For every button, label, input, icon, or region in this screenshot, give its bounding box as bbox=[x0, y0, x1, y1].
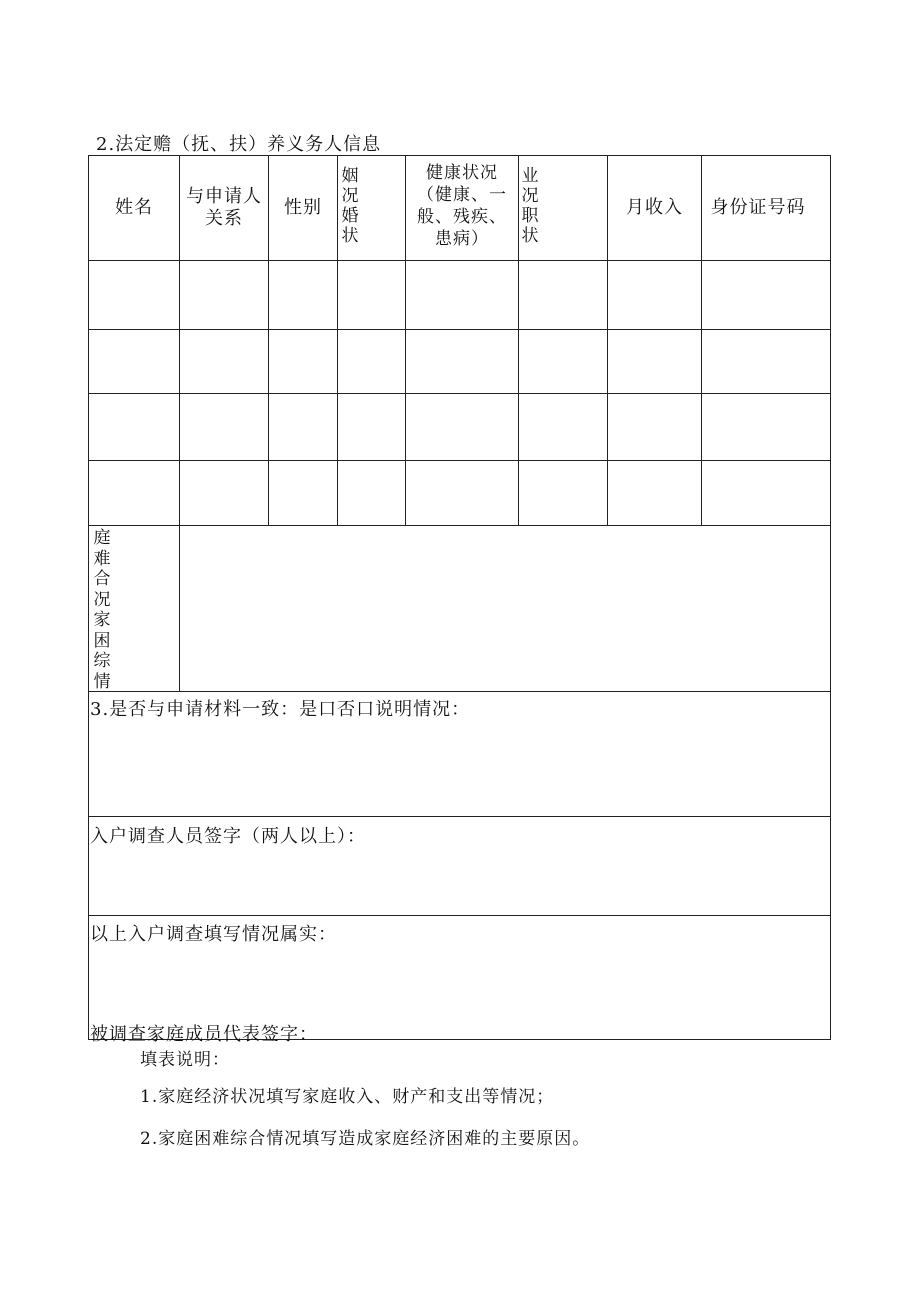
instructions-title: 填表说明： bbox=[140, 1050, 230, 1070]
header-employment-char: 况 bbox=[521, 186, 539, 206]
header-employment-char: 业 bbox=[521, 166, 539, 186]
hardship-label-char: 困 bbox=[93, 630, 111, 651]
table-row[interactable] bbox=[89, 261, 831, 329]
consistency-field[interactable] bbox=[89, 722, 830, 816]
hardship-label bbox=[92, 528, 112, 692]
hardship-label-char: 庭 bbox=[93, 528, 111, 548]
confirmation-label: 以上入户调查填写情况属实： bbox=[90, 924, 337, 945]
row-divider bbox=[88, 691, 831, 692]
table-row[interactable] bbox=[89, 330, 831, 393]
row-divider bbox=[88, 816, 831, 817]
header-marital-char: 况 bbox=[341, 186, 359, 206]
hardship-label-char: 况 bbox=[93, 589, 111, 610]
family-signature-label: 被调查家庭成员代表签字： bbox=[90, 1024, 318, 1045]
header-gender: 性别 bbox=[284, 197, 322, 218]
hardship-label-char: 综 bbox=[93, 651, 111, 671]
header-health-line1: 健康状况 bbox=[426, 163, 498, 183]
instructions-item: 1.家庭经济状况填写家庭收入、财产和支出等情况； bbox=[140, 1087, 555, 1107]
header-monthly-income: 月收入 bbox=[626, 197, 683, 218]
table-row[interactable] bbox=[89, 461, 831, 525]
hardship-label-char: 情 bbox=[93, 671, 111, 692]
header-name: 姓名 bbox=[115, 197, 153, 218]
header-employment-char: 状 bbox=[521, 226, 539, 246]
header-health-line3: 般、残疾、 bbox=[417, 207, 507, 227]
header-relation-line1: 与申请人 bbox=[186, 186, 262, 207]
header-employment-char: 职 bbox=[521, 206, 539, 226]
hardship-label-char: 家 bbox=[93, 610, 111, 630]
row-divider bbox=[88, 915, 831, 916]
header-marital-char: 状 bbox=[341, 226, 359, 246]
header-relation-line2: 关系 bbox=[205, 208, 243, 229]
confirmation-field[interactable] bbox=[89, 948, 830, 1018]
section-title: 2.法定赡（抚、扶）养义务人信息 bbox=[96, 134, 382, 155]
hardship-label-char: 难 bbox=[93, 548, 111, 569]
investigator-signature-field[interactable] bbox=[89, 850, 830, 915]
header-health-line2: （健康、一 bbox=[417, 185, 507, 205]
instructions-item: 2.家庭困难综合情况填写造成家庭经济困难的主要原因。 bbox=[140, 1129, 591, 1149]
hardship-value-field[interactable] bbox=[180, 526, 830, 691]
header-marital-char: 婚 bbox=[341, 206, 359, 226]
hardship-label-char: 合 bbox=[93, 569, 111, 589]
header-relation bbox=[180, 156, 268, 260]
investigator-signature-label: 入户调查人员签字（两人以上）： bbox=[90, 826, 366, 847]
table-row[interactable] bbox=[89, 394, 831, 460]
header-id-number: 身份证号码 bbox=[710, 197, 806, 218]
header-marital-status bbox=[340, 166, 360, 246]
consistency-label: 3.是否与申请材料一致：是口否口说明情况： bbox=[90, 699, 471, 720]
header-health-line4: 患病） bbox=[435, 229, 489, 249]
header-marital-char: 姻 bbox=[341, 166, 359, 186]
header-employment-status bbox=[520, 166, 540, 246]
header-health bbox=[406, 156, 518, 256]
